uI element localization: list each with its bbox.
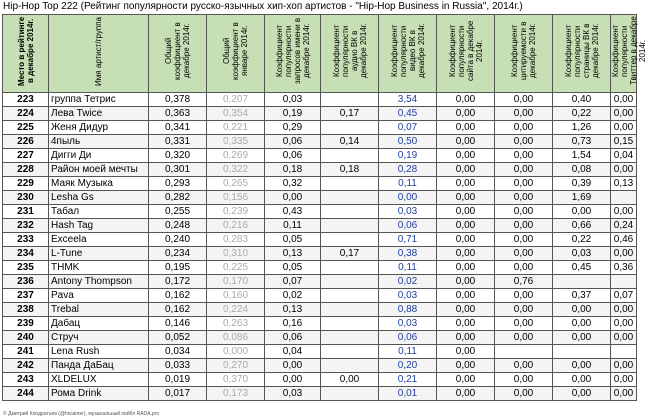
table-row	[3, 135, 637, 149]
cell-video-vk: 0,03	[379, 289, 437, 303]
cell-vk-page: 0,22	[553, 107, 611, 121]
cell-search: 0,00	[265, 359, 321, 373]
cell-search: 0,04	[265, 345, 321, 359]
cell-name: Табал	[49, 205, 149, 219]
cell-twitter: 0,00	[611, 387, 637, 401]
cell-total-dec: 0,172	[149, 275, 207, 289]
cell-place: 231	[3, 205, 49, 219]
cell-site: 0,00	[437, 191, 495, 205]
cell-twitter: 0,13	[611, 177, 637, 191]
cell-audio-vk	[321, 359, 379, 373]
cell-place: 242	[3, 359, 49, 373]
table-row	[3, 121, 637, 135]
cell-place: 230	[3, 191, 49, 205]
cell-citation: 0,00	[495, 135, 553, 149]
column-header-label: Коэффициент популярности Твиттер в декабре 2014г.	[611, 16, 647, 86]
cell-audio-vk	[321, 317, 379, 331]
table-row	[3, 303, 637, 317]
cell-citation	[495, 345, 553, 359]
cell-total-jan: 0,370	[207, 373, 265, 387]
column-header-search	[265, 15, 321, 93]
table-row	[3, 345, 637, 359]
cell-name: Рома Drink	[49, 387, 149, 401]
cell-site: 0,00	[437, 303, 495, 317]
cell-twitter: 0,00	[611, 317, 637, 331]
cell-twitter: 0,00	[611, 373, 637, 387]
cell-citation: 0,00	[495, 247, 553, 261]
cell-search: 0,06	[265, 135, 321, 149]
cell-audio-vk	[321, 387, 379, 401]
cell-total-dec: 0,019	[149, 373, 207, 387]
cell-site: 0,00	[437, 233, 495, 247]
cell-audio-vk: 0,17	[321, 247, 379, 261]
cell-site: 0,00	[437, 331, 495, 345]
cell-vk-page: 0,08	[553, 163, 611, 177]
cell-audio-vk	[321, 219, 379, 233]
cell-vk-page: 0,37	[553, 289, 611, 303]
cell-total-jan: 0,354	[207, 107, 265, 121]
cell-site: 0,00	[437, 261, 495, 275]
cell-total-jan: 0,283	[207, 233, 265, 247]
cell-audio-vk	[321, 289, 379, 303]
cell-total-jan: 0,173	[207, 387, 265, 401]
cell-vk-page: 0,40	[553, 93, 611, 107]
cell-place: 224	[3, 107, 49, 121]
cell-total-dec: 0,378	[149, 93, 207, 107]
cell-vk-page: 0,03	[553, 247, 611, 261]
cell-total-jan: 0,224	[207, 303, 265, 317]
cell-place: 228	[3, 163, 49, 177]
cell-twitter	[611, 345, 637, 359]
cell-search: 0,18	[265, 163, 321, 177]
cell-search: 0,05	[265, 261, 321, 275]
column-header-total-dec	[149, 15, 207, 93]
column-header-label: Коэффициент популярности страницы ВК в декабре 2014г.	[563, 23, 600, 79]
cell-vk-page	[553, 275, 611, 289]
column-header-label: Место в рейтинге в декабре 2014г.	[16, 16, 35, 86]
cell-site: 0,00	[437, 163, 495, 177]
cell-name: Дигги Ди	[49, 149, 149, 163]
cell-name: 4пыль	[49, 135, 149, 149]
cell-vk-page: 0,00	[553, 387, 611, 401]
cell-place: 235	[3, 261, 49, 275]
cell-video-vk: 0,19	[379, 149, 437, 163]
cell-vk-page: 0,00	[553, 359, 611, 373]
cell-video-vk: 0,50	[379, 135, 437, 149]
cell-video-vk: 0,45	[379, 107, 437, 121]
cell-citation: 0,00	[495, 233, 553, 247]
cell-citation: 0,00	[495, 387, 553, 401]
cell-total-jan: 0,225	[207, 261, 265, 275]
table-row	[3, 205, 637, 219]
cell-citation: 0,00	[495, 359, 553, 373]
cell-audio-vk	[321, 191, 379, 205]
cell-total-dec: 0,162	[149, 303, 207, 317]
cell-vk-page: 0,00	[553, 331, 611, 345]
table-title: Hip-Hop Top 222 (Рейтинг популярности русско-язычных хип-хоп артистов - "Hip-Hop Business in Russia", 2014г.)	[3, 1, 523, 12]
table-body	[3, 93, 637, 401]
cell-video-vk: 0,03	[379, 317, 437, 331]
column-header-label: Общий коэффициент в декабре 2014г.	[164, 22, 191, 80]
cell-place: 243	[3, 373, 49, 387]
cell-vk-page: 1,69	[553, 191, 611, 205]
cell-video-vk: 0,28	[379, 163, 437, 177]
column-header-label: Коэффициент популярности запросов имени в декабре 2014г.	[274, 17, 311, 85]
cell-name: XLDELUX	[49, 373, 149, 387]
cell-name: Маяк Музыка	[49, 177, 149, 191]
cell-total-jan: 0,170	[207, 275, 265, 289]
cell-total-dec: 0,248	[149, 219, 207, 233]
cell-audio-vk	[321, 149, 379, 163]
cell-total-dec: 0,033	[149, 359, 207, 373]
column-header-label: Коэффициент цитируемости в декабре 2014г.	[510, 21, 537, 81]
cell-place: 237	[3, 289, 49, 303]
cell-name: группа Тетрис	[49, 93, 149, 107]
cell-search: 0,02	[265, 289, 321, 303]
cell-twitter: 0,07	[611, 289, 637, 303]
cell-video-vk: 0,11	[379, 345, 437, 359]
column-header-twitter	[611, 15, 647, 93]
cell-video-vk: 0,06	[379, 219, 437, 233]
table-row	[3, 261, 637, 275]
cell-citation: 0,00	[495, 93, 553, 107]
cell-search: 0,00	[265, 373, 321, 387]
cell-citation: 0,00	[495, 261, 553, 275]
cell-name: Exceela	[49, 233, 149, 247]
column-header-place	[3, 15, 49, 93]
cell-place: 239	[3, 317, 49, 331]
cell-video-vk: 0,03	[379, 205, 437, 219]
cell-vk-page: 0,00	[553, 317, 611, 331]
cell-site: 0,00	[437, 247, 495, 261]
cell-video-vk: 0,38	[379, 247, 437, 261]
cell-video-vk: 0,11	[379, 261, 437, 275]
cell-total-dec: 0,331	[149, 135, 207, 149]
cell-citation: 0,00	[495, 177, 553, 191]
cell-twitter: 0,00	[611, 303, 637, 317]
cell-site: 0,00	[437, 387, 495, 401]
cell-place: 233	[3, 233, 49, 247]
cell-audio-vk: 0,17	[321, 107, 379, 121]
cell-audio-vk	[321, 205, 379, 219]
column-header-label: Коэффициент популярности аудио ВК в декабре 2014г.	[331, 23, 368, 79]
table-row	[3, 149, 637, 163]
cell-twitter: 0,15	[611, 135, 637, 149]
cell-total-jan: 0,269	[207, 149, 265, 163]
cell-site: 0,00	[437, 289, 495, 303]
table-row	[3, 317, 637, 331]
cell-place: 225	[3, 121, 49, 135]
cell-total-jan: 0,322	[207, 163, 265, 177]
table-row	[3, 107, 637, 121]
cell-audio-vk: 0,00	[321, 373, 379, 387]
table-row	[3, 275, 637, 289]
cell-total-dec: 0,320	[149, 149, 207, 163]
cell-total-jan: 0,335	[207, 135, 265, 149]
cell-site: 0,00	[437, 121, 495, 135]
cell-site: 0,00	[437, 359, 495, 373]
cell-total-jan: 0,310	[207, 247, 265, 261]
cell-total-jan: 0,216	[207, 219, 265, 233]
cell-name: Лева Twice	[49, 107, 149, 121]
table-row	[3, 359, 637, 373]
cell-place: 229	[3, 177, 49, 191]
cell-audio-vk	[321, 331, 379, 345]
cell-vk-page: 0,45	[553, 261, 611, 275]
cell-total-dec: 0,052	[149, 331, 207, 345]
cell-citation: 0,00	[495, 373, 553, 387]
cell-name: Trebal	[49, 303, 149, 317]
cell-place: 226	[3, 135, 49, 149]
cell-place: 234	[3, 247, 49, 261]
cell-video-vk: 0,20	[379, 359, 437, 373]
cell-place: 232	[3, 219, 49, 233]
cell-citation: 0,00	[495, 191, 553, 205]
cell-twitter: 0,00	[611, 163, 637, 177]
cell-twitter: 0,00	[611, 205, 637, 219]
cell-video-vk: 0,07	[379, 121, 437, 135]
table-row	[3, 331, 637, 345]
column-header-audio-vk	[321, 15, 379, 93]
copyright-footer: © Дмитрий Кондратьев (@hiciamer), музыкальный пейбл RADA.pro	[3, 411, 160, 417]
table-header	[3, 15, 647, 93]
cell-vk-page: 1,54	[553, 149, 611, 163]
cell-total-dec: 0,341	[149, 121, 207, 135]
cell-video-vk: 0,06	[379, 331, 437, 345]
cell-name: L-Tune	[49, 247, 149, 261]
cell-name: Дабац	[49, 317, 149, 331]
cell-twitter: 0,24	[611, 219, 637, 233]
cell-twitter: 0,00	[611, 121, 637, 135]
cell-search: 0,03	[265, 93, 321, 107]
column-header-video-vk	[379, 15, 437, 93]
cell-search: 0,11	[265, 219, 321, 233]
cell-video-vk: 0,01	[379, 387, 437, 401]
cell-vk-page: 0,00	[553, 205, 611, 219]
cell-twitter: 0,00	[611, 247, 637, 261]
cell-citation: 0,00	[495, 205, 553, 219]
cell-name: Lesha Gs	[49, 191, 149, 205]
cell-citation: 0,00	[495, 317, 553, 331]
cell-total-jan: 0,000	[207, 345, 265, 359]
cell-total-jan: 0,221	[207, 121, 265, 135]
cell-total-dec: 0,240	[149, 233, 207, 247]
cell-search: 0,13	[265, 247, 321, 261]
column-header-label: Имя артист/группа	[94, 16, 103, 86]
cell-search: 0,13	[265, 303, 321, 317]
cell-twitter: 0,00	[611, 359, 637, 373]
table-row	[3, 233, 637, 247]
cell-total-jan: 0,265	[207, 177, 265, 191]
cell-search: 0,16	[265, 317, 321, 331]
cell-total-jan: 0,160	[207, 289, 265, 303]
cell-twitter: 0,36	[611, 261, 637, 275]
cell-video-vk: 0,11	[379, 177, 437, 191]
cell-total-jan: 0,239	[207, 205, 265, 219]
cell-name: Район моей мечты	[49, 163, 149, 177]
cell-place: 223	[3, 93, 49, 107]
table-row	[3, 93, 637, 107]
cell-citation: 0,00	[495, 331, 553, 345]
cell-name: Панда ДаБац	[49, 359, 149, 373]
cell-total-jan: 0,156	[207, 191, 265, 205]
cell-site: 0,00	[437, 177, 495, 191]
cell-video-vk: 0,21	[379, 373, 437, 387]
cell-audio-vk	[321, 121, 379, 135]
table-row	[3, 289, 637, 303]
column-header-label: Коэффициент популярности сайта в декабре 2014г.	[447, 20, 484, 82]
cell-audio-vk	[321, 93, 379, 107]
cell-name: Pava	[49, 289, 149, 303]
cell-place: 238	[3, 303, 49, 317]
column-header-total-jan	[207, 15, 265, 93]
table-row	[3, 247, 637, 261]
cell-vk-page: 0,73	[553, 135, 611, 149]
cell-video-vk: 3,54	[379, 93, 437, 107]
cell-citation: 0,76	[495, 275, 553, 289]
cell-total-dec: 0,301	[149, 163, 207, 177]
cell-place: 241	[3, 345, 49, 359]
cell-name: Antony Thompson	[49, 275, 149, 289]
cell-total-jan: 0,086	[207, 331, 265, 345]
cell-audio-vk: 0,18	[321, 163, 379, 177]
cell-citation: 0,00	[495, 163, 553, 177]
cell-site: 0,00	[437, 149, 495, 163]
cell-name: Lena Rush	[49, 345, 149, 359]
cell-place: 236	[3, 275, 49, 289]
cell-search: 0,00	[265, 191, 321, 205]
cell-total-dec: 0,293	[149, 177, 207, 191]
table-row	[3, 177, 637, 191]
cell-total-dec: 0,162	[149, 289, 207, 303]
column-header-vk-page	[553, 15, 611, 93]
cell-search: 0,29	[265, 121, 321, 135]
cell-search: 0,06	[265, 331, 321, 345]
cell-total-dec: 0,255	[149, 205, 207, 219]
cell-site: 0,00	[437, 107, 495, 121]
cell-search: 0,32	[265, 177, 321, 191]
cell-place: 240	[3, 331, 49, 345]
cell-search: 0,03	[265, 387, 321, 401]
column-header-citation	[495, 15, 553, 93]
cell-total-dec: 0,017	[149, 387, 207, 401]
cell-search: 0,43	[265, 205, 321, 219]
cell-total-dec: 0,034	[149, 345, 207, 359]
cell-vk-page: 0,39	[553, 177, 611, 191]
cell-site: 0,00	[437, 373, 495, 387]
cell-vk-page: 0,22	[553, 233, 611, 247]
cell-citation: 0,00	[495, 121, 553, 135]
cell-place: 227	[3, 149, 49, 163]
cell-name: Струч	[49, 331, 149, 345]
cell-total-dec: 0,146	[149, 317, 207, 331]
cell-site: 0,00	[437, 345, 495, 359]
cell-site: 0,00	[437, 317, 495, 331]
cell-twitter: 0,46	[611, 233, 637, 247]
table-row	[3, 191, 637, 205]
cell-video-vk: 0,00	[379, 191, 437, 205]
cell-vk-page	[553, 345, 611, 359]
cell-audio-vk: 0,14	[321, 135, 379, 149]
column-header-label: Коэффициент популярности видео ВК в декабре 2014г.	[389, 23, 426, 79]
cell-search: 0,06	[265, 149, 321, 163]
cell-total-jan: 0,207	[207, 93, 265, 107]
cell-search: 0,07	[265, 275, 321, 289]
cell-site: 0,00	[437, 219, 495, 233]
cell-search: 0,19	[265, 107, 321, 121]
cell-audio-vk	[321, 261, 379, 275]
cell-search: 0,05	[265, 233, 321, 247]
cell-name: Hash Tag	[49, 219, 149, 233]
cell-site: 0,00	[437, 135, 495, 149]
cell-audio-vk	[321, 303, 379, 317]
cell-twitter: 0,00	[611, 107, 637, 121]
cell-twitter: 0,00	[611, 93, 637, 107]
cell-site: 0,00	[437, 93, 495, 107]
cell-citation: 0,00	[495, 289, 553, 303]
cell-citation: 0,00	[495, 303, 553, 317]
cell-total-dec: 0,195	[149, 261, 207, 275]
cell-citation: 0,00	[495, 107, 553, 121]
table-row	[3, 373, 637, 387]
cell-twitter: 0,04	[611, 149, 637, 163]
cell-video-vk: 0,71	[379, 233, 437, 247]
table-row	[3, 219, 637, 233]
cell-total-dec: 0,234	[149, 247, 207, 261]
cell-twitter	[611, 191, 637, 205]
cell-audio-vk	[321, 233, 379, 247]
cell-twitter	[611, 275, 637, 289]
cell-site: 0,00	[437, 205, 495, 219]
cell-total-jan: 0,270	[207, 359, 265, 373]
column-header-site	[437, 15, 495, 93]
cell-name: Женя Дидур	[49, 121, 149, 135]
cell-total-dec: 0,363	[149, 107, 207, 121]
cell-total-dec: 0,282	[149, 191, 207, 205]
cell-vk-page: 0,66	[553, 219, 611, 233]
cell-audio-vk	[321, 275, 379, 289]
cell-place: 244	[3, 387, 49, 401]
cell-video-vk: 0,02	[379, 275, 437, 289]
rating-table	[2, 14, 647, 401]
column-header-name	[49, 15, 149, 93]
cell-name: THMK	[49, 261, 149, 275]
cell-vk-page: 0,00	[553, 303, 611, 317]
cell-total-jan: 0,263	[207, 317, 265, 331]
cell-audio-vk	[321, 345, 379, 359]
cell-video-vk: 0,88	[379, 303, 437, 317]
cell-citation: 0,00	[495, 149, 553, 163]
cell-citation: 0,00	[495, 219, 553, 233]
cell-vk-page: 0,00	[553, 373, 611, 387]
cell-site: 0,00	[437, 275, 495, 289]
table-row	[3, 163, 637, 177]
cell-vk-page: 1,26	[553, 121, 611, 135]
table-row	[3, 387, 637, 401]
column-header-label: Общий коэффициент в январе 2014г.	[222, 22, 249, 80]
cell-audio-vk	[321, 177, 379, 191]
cell-twitter: 0,00	[611, 331, 637, 345]
